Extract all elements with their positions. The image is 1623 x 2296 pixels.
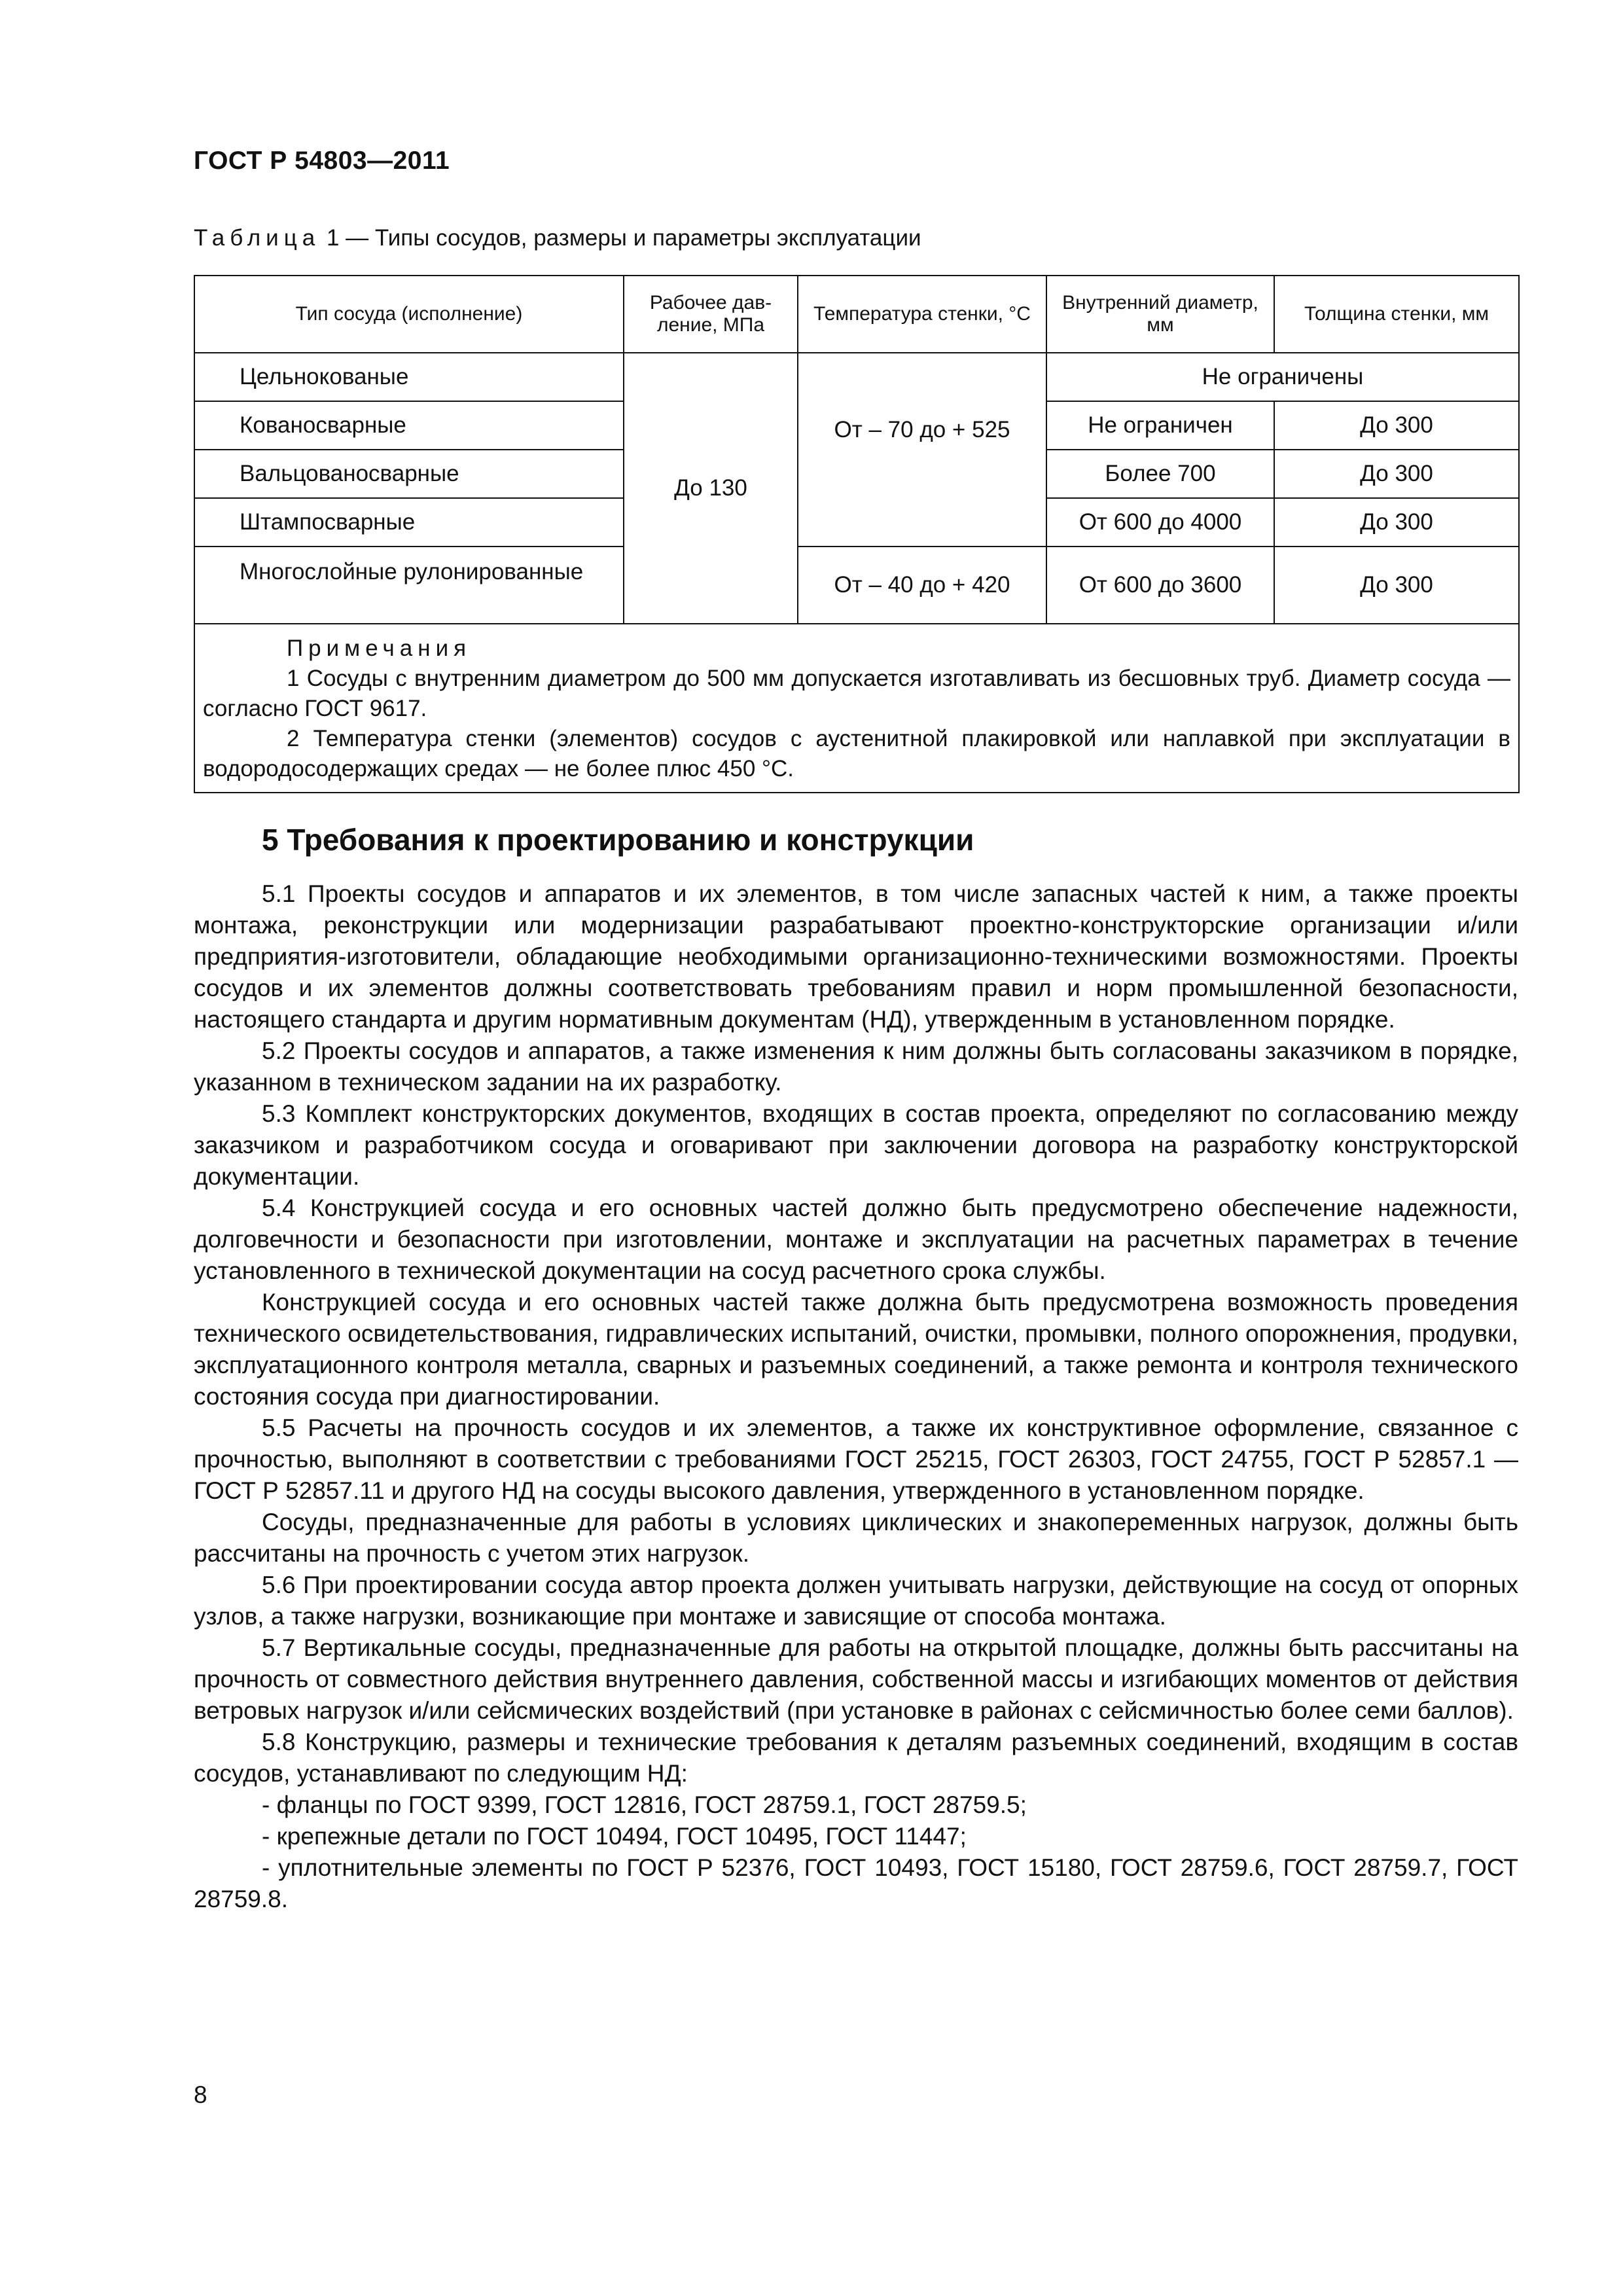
header-thickness: Толщина стенки, мм xyxy=(1274,276,1519,353)
cell-pressure-merged: До 130 xyxy=(624,353,798,624)
cell-thickness: До 300 xyxy=(1274,450,1519,498)
cell-thickness: До 300 xyxy=(1274,498,1519,547)
note-2: 2 Температура стенки (элементов) сосудов с аустенитной плакировкой или наплавкой при эксплуатации в водородосодержащих средах — не более плюс 450 °С. xyxy=(203,726,1510,781)
cell-temperature-merged: От – 70 до + 525 xyxy=(798,353,1046,547)
cell-dimensions-merged: Не ограничены xyxy=(1046,353,1519,401)
note-1: 1 Сосуды с внутренним диаметром до 500 мм допускается изготавливать из бесшовных труб. Диаметр сосуда — согласно ГОСТ 9617. xyxy=(203,666,1510,721)
header-diameter: Внутренний диаметр, мм xyxy=(1046,276,1274,353)
table-row xyxy=(194,353,1519,401)
cell-temperature: От – 40 до + 420 xyxy=(798,547,1046,624)
cell-diameter: Не ограничен xyxy=(1046,401,1274,450)
section-title: 5 Требования к проектированию и конструкции xyxy=(262,823,974,857)
cell-type: Многослойные рулонированные xyxy=(194,547,624,624)
header-vessel-type: Тип сосуда (исполнение) xyxy=(194,276,624,353)
cell-diameter: От 600 до 4000 xyxy=(1046,498,1274,547)
paragraph-5-7: 5.7 Вертикальные сосуды, предназначенные для работы на открытой площадке, должны быть рассчитаны на прочность от совместного действия внутреннего давления, собственной массы и изгибающих моментов от действия ветровых нагрузок и/или сейсмических воздействий (при установке в районах с сейсмичностью более семи баллов). xyxy=(194,1634,1518,1724)
paragraph-5-8: 5.8 Конструкцию, размеры и технические требования к деталям разъемных соединений, входящим в состав сосудов, устанавливают по следующим НД: xyxy=(194,1729,1518,1787)
table-header-row xyxy=(194,276,1519,353)
paragraph-5-4: 5.4 Конструкцией сосуда и его основных частей должно быть предусмотрено обеспечение надежности, долговечности и безопасности при изготовлении, монтаже и эксплуатации на расчетных параметрах в течение установленного в технической документации на сосуд расчетного срока службы. xyxy=(194,1194,1518,1284)
cell-thickness: До 300 xyxy=(1274,547,1519,624)
list-item-fasteners: - крепежные детали по ГОСТ 10494, ГОСТ 10495, ГОСТ 11447; xyxy=(262,1823,967,1850)
paragraph-5-5: 5.5 Расчеты на прочность сосудов и их элементов, а также их конструктивное оформление, связанное с прочностью, выполняют в соответствии с требованиями ГОСТ 25215, ГОСТ 26303, ГОСТ 24755, ГОСТ Р 52857.1 — ГОСТ Р 52857.11 и другого НД на сосуды высокого давления, утвержденного в установленном порядке. xyxy=(194,1414,1518,1504)
notes-title: Примечания xyxy=(287,636,472,661)
table-row xyxy=(194,547,1519,624)
paragraph-5-4-continued: Конструкцией сосуда и его основных частей также должна быть предусмотрена возможность проведения технического освидетельствования, гидравлических испытаний, очистки, промывки, полного опорожнения, продувки, эксплуатационного контроля металла, сварных и разъемных соединений, а также ремонта и контроля технического состояния сосуда при диагностировании. xyxy=(194,1289,1518,1410)
list-item-flanges: - фланцы по ГОСТ 9399, ГОСТ 12816, ГОСТ 28759.1, ГОСТ 28759.5; xyxy=(262,1791,1027,1818)
cell-thickness: До 300 xyxy=(1274,401,1519,450)
table-caption-text: 1 — Типы сосудов, размеры и параметры эксплуатации xyxy=(326,225,921,251)
document-id-header: ГОСТ Р 54803—2011 xyxy=(194,147,450,175)
cell-diameter: От 600 до 3600 xyxy=(1046,547,1274,624)
cell-type: Вальцованосварные xyxy=(194,450,624,498)
page-number: 8 xyxy=(194,2081,207,2108)
paragraph-5-5-continued: Сосуды, предназначенные для работы в условиях циклических и знакопеременных нагрузок, должны быть рассчитаны на прочность с учетом этих нагрузок. xyxy=(194,1509,1518,1567)
cell-type: Кованосварные xyxy=(194,401,624,450)
cell-type: Штампосварные xyxy=(194,498,624,547)
header-pressure: Рабочее дав-ление, МПа xyxy=(624,276,798,353)
paragraph-5-1: 5.1 Проекты сосудов и аппаратов и их элементов, в том числе запасных частей к ним, а также проекты монтажа, реконструкции или модернизации разрабатывают проектно-конструкторские организации и/или предприятия-изготовители, обладающие необходимыми организационно-техническими возможностями. Проекты сосудов и их элементов должны соответствовать требованиям правил и норм промышленной безопасности, настоящего стандарта и другим нормативным документам (НД), утвержденным в установленном порядке. xyxy=(194,880,1518,1033)
cell-type: Цельнокованые xyxy=(194,353,624,401)
paragraph-5-6: 5.6 При проектировании сосуда автор проекта должен учитывать нагрузки, действующие на сосуд от опорных узлов, а также нагрузки, возникающие при монтаже и зависящие от способа монтажа. xyxy=(194,1571,1518,1630)
table-caption xyxy=(194,225,921,251)
paragraph-5-2: 5.2 Проекты сосудов и аппаратов, а также изменения к ним должны быть согласованы заказчиком в порядке, указанном в техническом задании на их разработку. xyxy=(194,1037,1518,1096)
table-caption-word: Таблица xyxy=(194,225,321,251)
table-notes xyxy=(194,624,1519,793)
vessel-parameters-table xyxy=(194,275,1520,793)
section-body xyxy=(194,878,1518,1915)
list-item-seals: - уплотнительные элементы по ГОСТ Р 52376, ГОСТ 10493, ГОСТ 15180, ГОСТ 28759.6, ГОСТ 28759.7, ГОСТ 28759.8. xyxy=(194,1854,1518,1912)
paragraph-5-3: 5.3 Комплект конструкторских документов, входящих в состав проекта, определяют по согласованию между заказчиком и разработчиком сосуда и оговаривают при заключении договора на разработку конструкторской документации. xyxy=(194,1100,1518,1190)
cell-diameter: Более 700 xyxy=(1046,450,1274,498)
table-notes-row xyxy=(194,624,1519,793)
header-temperature: Температура стенки, °С xyxy=(798,276,1046,353)
